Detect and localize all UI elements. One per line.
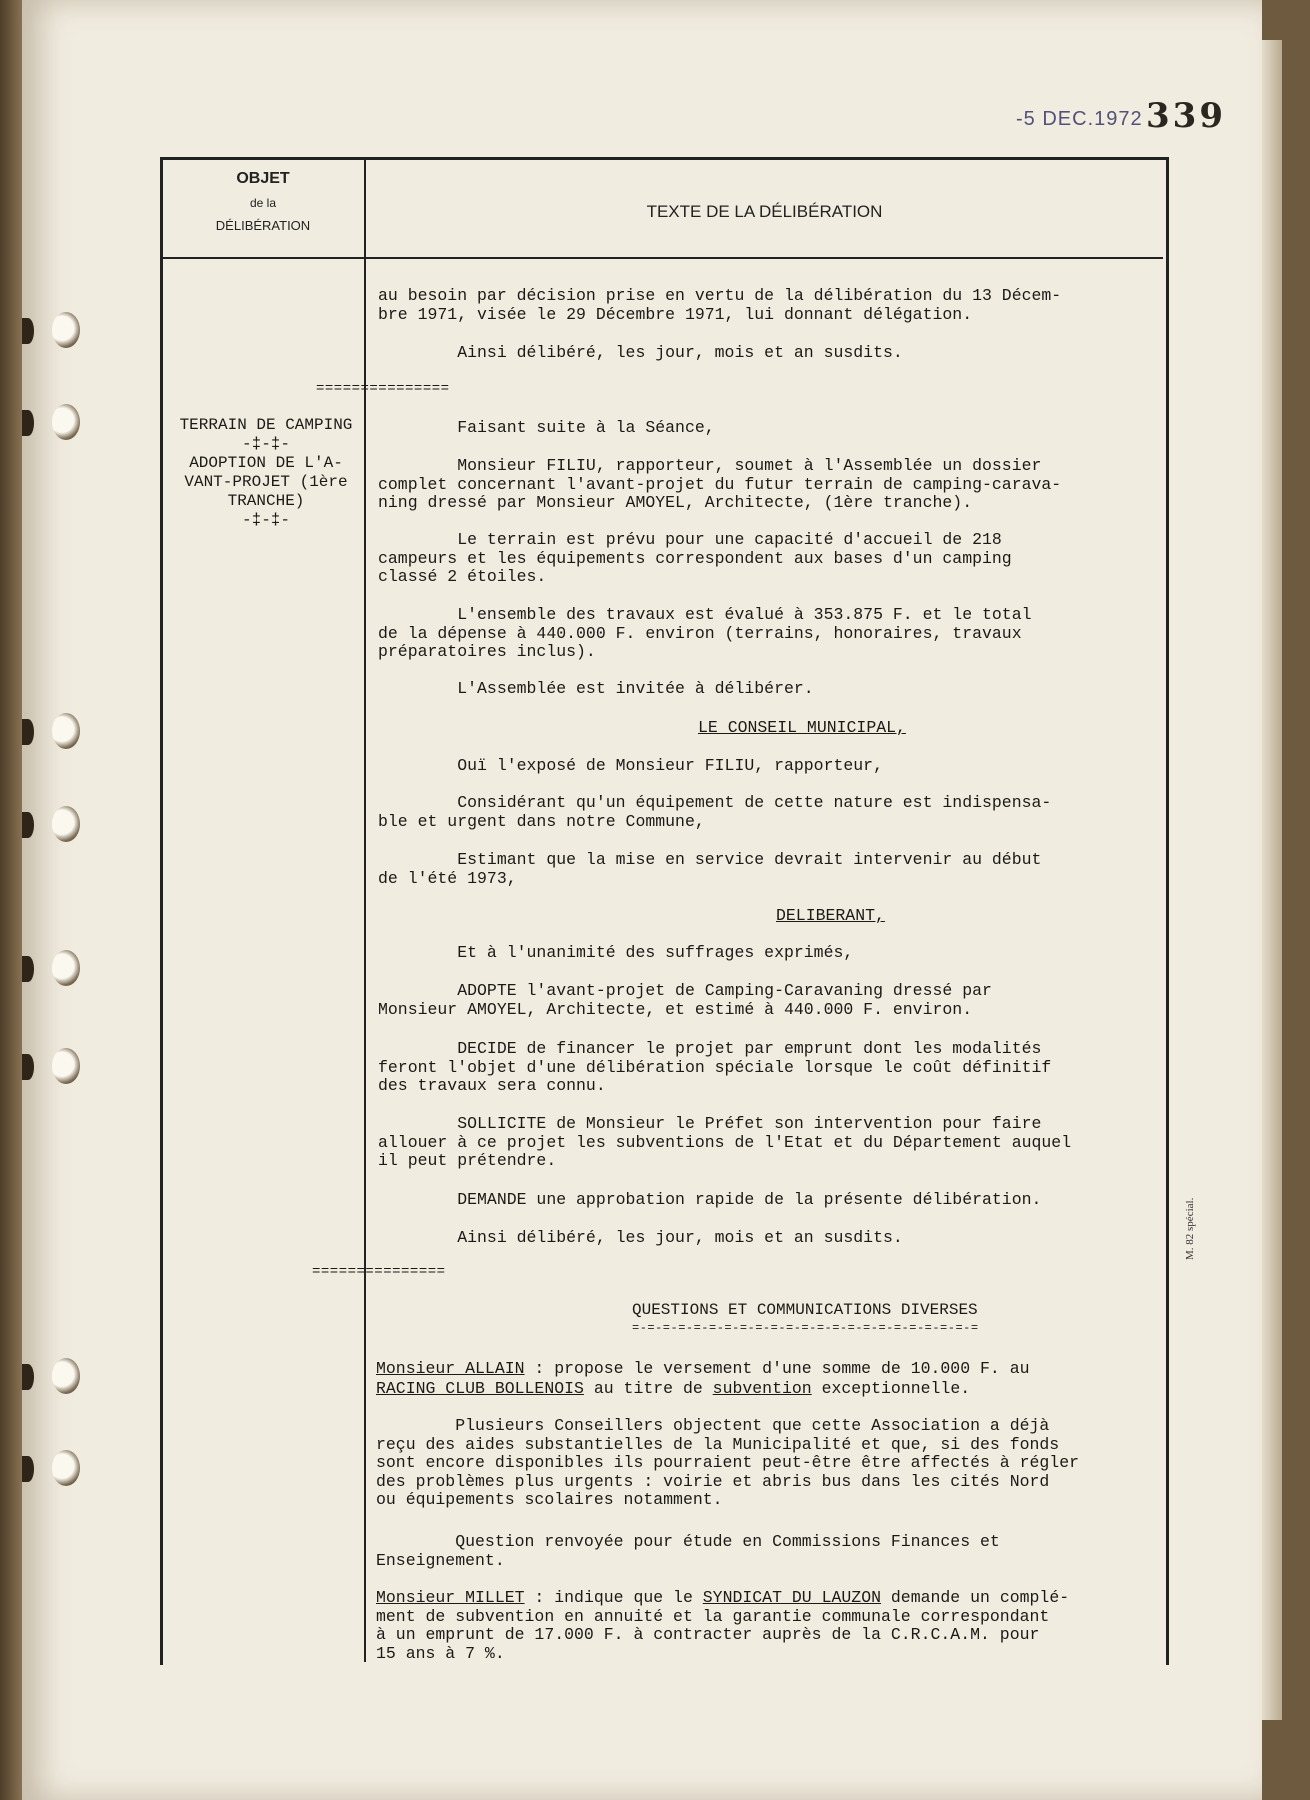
subject-line: VANT-PROJET (1ère bbox=[184, 473, 348, 491]
millet-syndicat: SYNDICAT DU LAUZON bbox=[702, 1588, 881, 1607]
header-objet-title: OBJET bbox=[236, 170, 290, 187]
punch-hole bbox=[52, 312, 80, 348]
subject-title: TERRAIN DE CAMPING bbox=[179, 416, 353, 434]
header-objet-de-la: de la bbox=[249, 196, 277, 210]
paragraph: Faisant suite à la Séance, bbox=[378, 418, 715, 437]
punch-hole bbox=[52, 404, 80, 440]
date-stamp: -5 DEC.1972 bbox=[1016, 108, 1143, 130]
allain-subvention: subvention bbox=[712, 1379, 812, 1398]
punch-hole bbox=[52, 806, 80, 842]
paragraph: DEMANDE une approbation rapide de la présente délibération. bbox=[378, 1190, 1042, 1209]
allain-name: Monsieur ALLAIN bbox=[376, 1359, 525, 1378]
paragraph: Et à l'unanimité des suffrages exprimés, bbox=[378, 943, 854, 962]
page-number: 339 bbox=[1146, 96, 1226, 136]
ring-shadow bbox=[22, 410, 34, 436]
millet-paragraph bbox=[376, 1589, 1156, 1663]
questions-underline: =-=-=-=-=-=-=-=-=-=-=-=-=-=-=-=-=-=-=-=-=-=-= bbox=[632, 1321, 979, 1335]
millet-text: : indique que le bbox=[524, 1588, 703, 1607]
paragraph: L'Assemblée est invitée à délibérer. bbox=[378, 679, 814, 698]
header-rule bbox=[163, 257, 1163, 259]
punch-hole bbox=[52, 1358, 80, 1394]
paragraph: L'ensemble des travaux est évalué à 353.875 F. et le total de la dépense à 440.000 F. environ (terrains, honoraires, travaux préparatoires inclus). bbox=[378, 605, 1032, 661]
allain-text: exceptionnelle. bbox=[811, 1379, 971, 1398]
subject-line: ADOPTION DE L'A- bbox=[189, 454, 343, 472]
paragraph: Le terrain est prévu pour une capacité d'accueil de 218 campeurs et les équipements correspondent aux bases d'un camping classé 2 étoiles. bbox=[378, 530, 1012, 586]
paragraph: DECIDE de financer le projet par emprunt dont les modalités feront l'objet d'une délibération spéciale lorsque le coût définitif des travaux sera connu. bbox=[378, 1039, 1052, 1095]
ring-shadow bbox=[22, 1456, 34, 1482]
punch-hole bbox=[52, 950, 80, 986]
millet-text: ment de subvention en annuité et la garantie communale correspondant à un emprunt de 17.000 F. à contracter auprès de la C.R.C.A.M. pour 15 ans à 7 %. bbox=[376, 1606, 1050, 1663]
allain-paragraph bbox=[376, 1359, 1156, 1399]
header-texte: TEXTE DE LA DÉLIBÉRATION bbox=[646, 202, 883, 221]
paragraph: SOLLICITE de Monsieur le Préfet son intervention pour faire allouer à ce projet les subventions de l'Etat et du Département auquel il peut prétendre. bbox=[378, 1114, 1072, 1170]
punch-hole bbox=[52, 1048, 80, 1084]
paragraph: au besoin par décision prise en vertu de la délibération du 13 Décem- bre 1971, visée le 29 Décembre 1971, lui donnant délégation. bbox=[378, 286, 1062, 324]
questions-title: QUESTIONS ET COMMUNICATIONS DIVERSES bbox=[632, 1301, 978, 1319]
paragraph: Estimant que la mise en service devrait intervenir au début de l'été 1973, bbox=[378, 850, 1042, 888]
paragraph: Ainsi délibéré, les jour, mois et an susdits. bbox=[378, 1228, 903, 1247]
paragraph: Monsieur FILIU, rapporteur, soumet à l'Assemblée un dossier complet concernant l'avant-projet du futur terrain de camping-carava- ning dressé par Monsieur AMOYEL, Architecte, (1ère tranche). bbox=[378, 456, 1062, 512]
subject-mark: -‡-‡- bbox=[241, 435, 290, 453]
subject-mark: -‡-‡- bbox=[241, 511, 290, 529]
paragraph: Question renvoyée pour étude en Commissions Finances et Enseignement. bbox=[376, 1532, 1000, 1570]
paragraph: Considérant qu'un équipement de cette nature est indispensa- ble et urgent dans notre Commune, bbox=[378, 793, 1052, 831]
ring-shadow bbox=[22, 956, 34, 982]
ring-shadow bbox=[22, 1364, 34, 1390]
millet-text: demande un complé- bbox=[881, 1588, 1070, 1607]
section-separator: =============== bbox=[316, 381, 450, 397]
subject-line: TRANCHE) bbox=[227, 492, 305, 510]
header-objet-deliberation: DÉLIBÉRATION bbox=[215, 218, 311, 233]
paragraph: ADOPTE l'avant-projet de Camping-Caravaning dressé par Monsieur AMOYEL, Architecte, et estimé à 440.000 F. environ. bbox=[378, 981, 992, 1019]
page-edge bbox=[1262, 40, 1282, 1720]
ring-shadow bbox=[22, 719, 34, 745]
ring-shadow bbox=[22, 318, 34, 344]
allain-club: RACING CLUB BOLLENOIS bbox=[376, 1379, 584, 1398]
section-separator: =============== bbox=[312, 1264, 446, 1280]
millet-name: Monsieur MILLET bbox=[376, 1588, 525, 1607]
paragraph: Ouï l'exposé de Monsieur FILIU, rapporteur, bbox=[378, 756, 883, 775]
header-objet bbox=[163, 170, 363, 233]
paragraph: Plusieurs Conseillers objectent que cette Association a déjà reçu des aides substantielles de la Municipalité et que, si des fonds sont encore disponibles ils pourraient peut-être être affectés à régler des problèmes plus urgents : voirie et abris bus dans les cités Nord ou équipements scolaires notamment. bbox=[376, 1416, 1080, 1509]
punch-hole bbox=[52, 713, 80, 749]
conseil-heading: LE CONSEIL MUNICIPAL, bbox=[698, 718, 906, 737]
deliberant-heading: DELIBERANT, bbox=[776, 906, 885, 925]
ring-shadow bbox=[22, 1054, 34, 1080]
allain-text: : propose le versement d'une somme de 10.000 F. au bbox=[524, 1359, 1030, 1378]
ring-shadow bbox=[22, 812, 34, 838]
paragraph: Ainsi délibéré, les jour, mois et an susdits. bbox=[378, 343, 903, 362]
allain-text: au titre de bbox=[583, 1379, 713, 1398]
punch-hole bbox=[52, 1450, 80, 1486]
printer-mark: M. 82 spécial. bbox=[1184, 1197, 1196, 1260]
